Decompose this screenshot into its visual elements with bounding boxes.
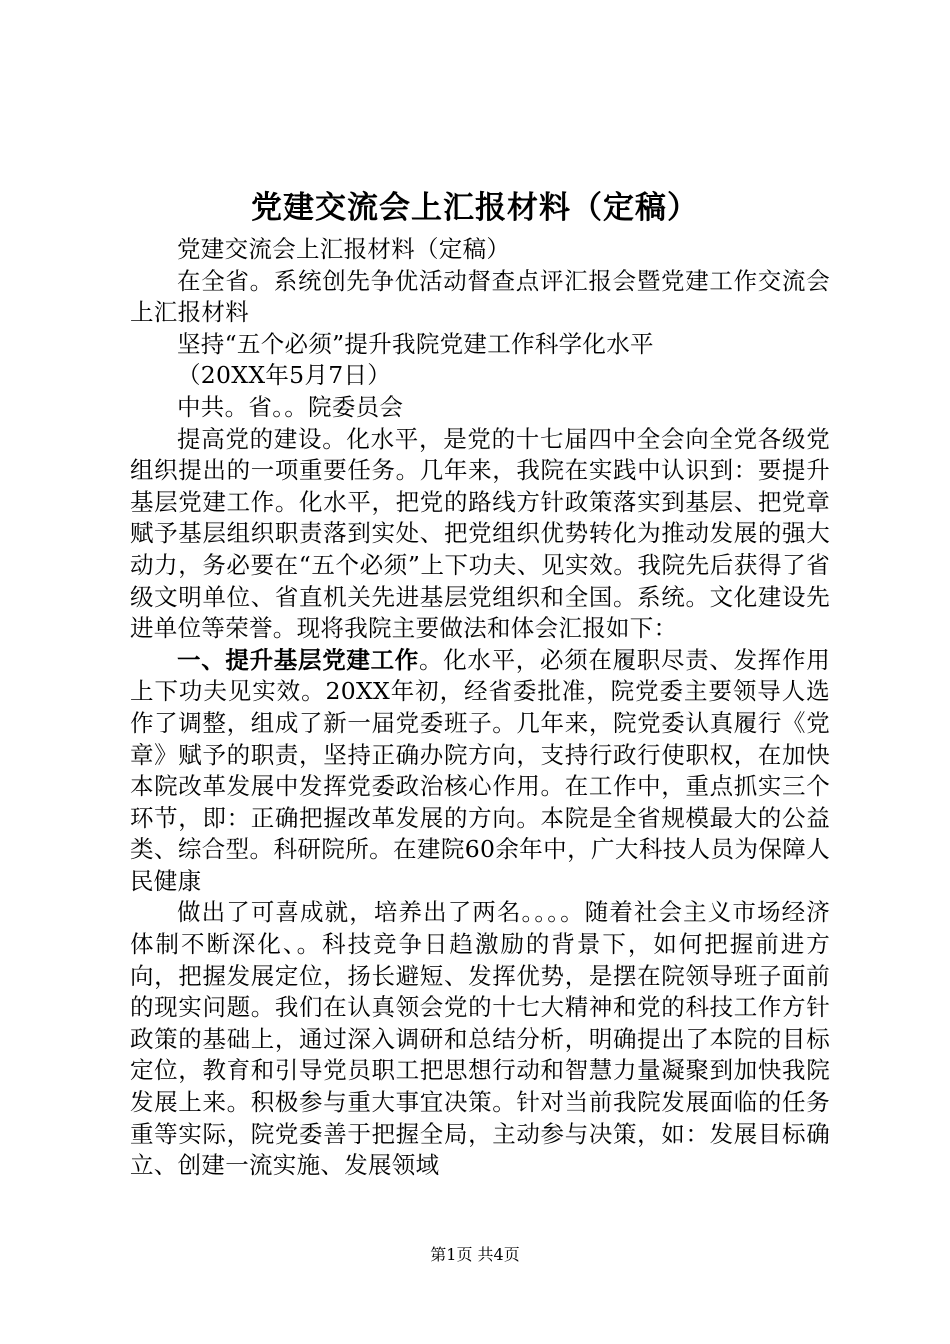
section-one-heading: 一、提升基层党建工作 (177, 645, 419, 674)
paragraph-intro: 提高党的建设。化水平，是党的十七届四中全会向全党各级党组织提出的一项重要任务。几年来，我院在实践中认识到：要提升基层党建工作。化水平，把党的路线方针政策落实到基层、把党章赋予基层组织职责落到实处、把党组织优势转化为推动发展的强大动力，务必要在“五个必须”上下功夫、见实效。我院先后获得了省级文明单位、省直机关先进基层党组织和全国。系统。文化建设先进单位等荣誉。现将我院主要做法和体会汇报如下： (130, 424, 830, 643)
paragraph-theme: 坚持“五个必须”提升我院党建工作科学化水平 (177, 329, 654, 358)
section-one-text: 。化水平，必须在履职尽责、发挥作用上下功夫见实效。20XX年初，经省委批准，院党委主要领导人选作了调整，组成了新一届党委班子。几年来，院党委认真履行《党章》赋予的职责，坚持正确办院方向，支持行政行使职权，在加快本院改革发展中发挥党委政治核心作用。在工作中，重点抓实三个环节，即：正确把握改革发展的方向。本院是全省规模最大的公益类、综合型。科研院所。在建院60余年中，广大科技人员为保障人民健康 (130, 645, 830, 895)
paragraph-subtitle: 党建交流会上汇报材料（定稿） (177, 235, 511, 263)
paragraph-section-one (130, 645, 830, 898)
paragraph-date: （20XX年5月7日） (177, 361, 392, 390)
paragraph-author: 中共。省。。院委员会 (177, 392, 404, 421)
paragraph-closing: 做出了可喜成就，培养出了两名。。。。随着社会主义市场经济体制不断深化、。科技竞争日趋激励的背景下，如何把握前进方向，把握发展定位，扬长避短、发挥优势，是摆在院领导班子面前的现实问题。我们在认真领会党的十七大精神和党的科技工作方针政策的基础上，通过深入调研和总结分析，明确提出了本院的目标定位，教育和引导党员职工把思想行动和智慧力量凝聚到加快我院发展上来。积极参与重大事宜决策。针对当前我院发展面临的任务重等实际，院党委善于把握全局，主动参与决策，如：发展目标确立、创建一流实施、发展领域 (130, 898, 830, 1180)
page-footer: 第1页 共4页 (430, 1245, 520, 1264)
document-title: 党建交流会上汇报材料（定稿） (251, 190, 699, 226)
paragraph-occasion: 在全省。系统创先争优活动督查点评汇报会暨党建工作交流会上汇报材料 (130, 266, 830, 327)
document-body (130, 234, 830, 1182)
